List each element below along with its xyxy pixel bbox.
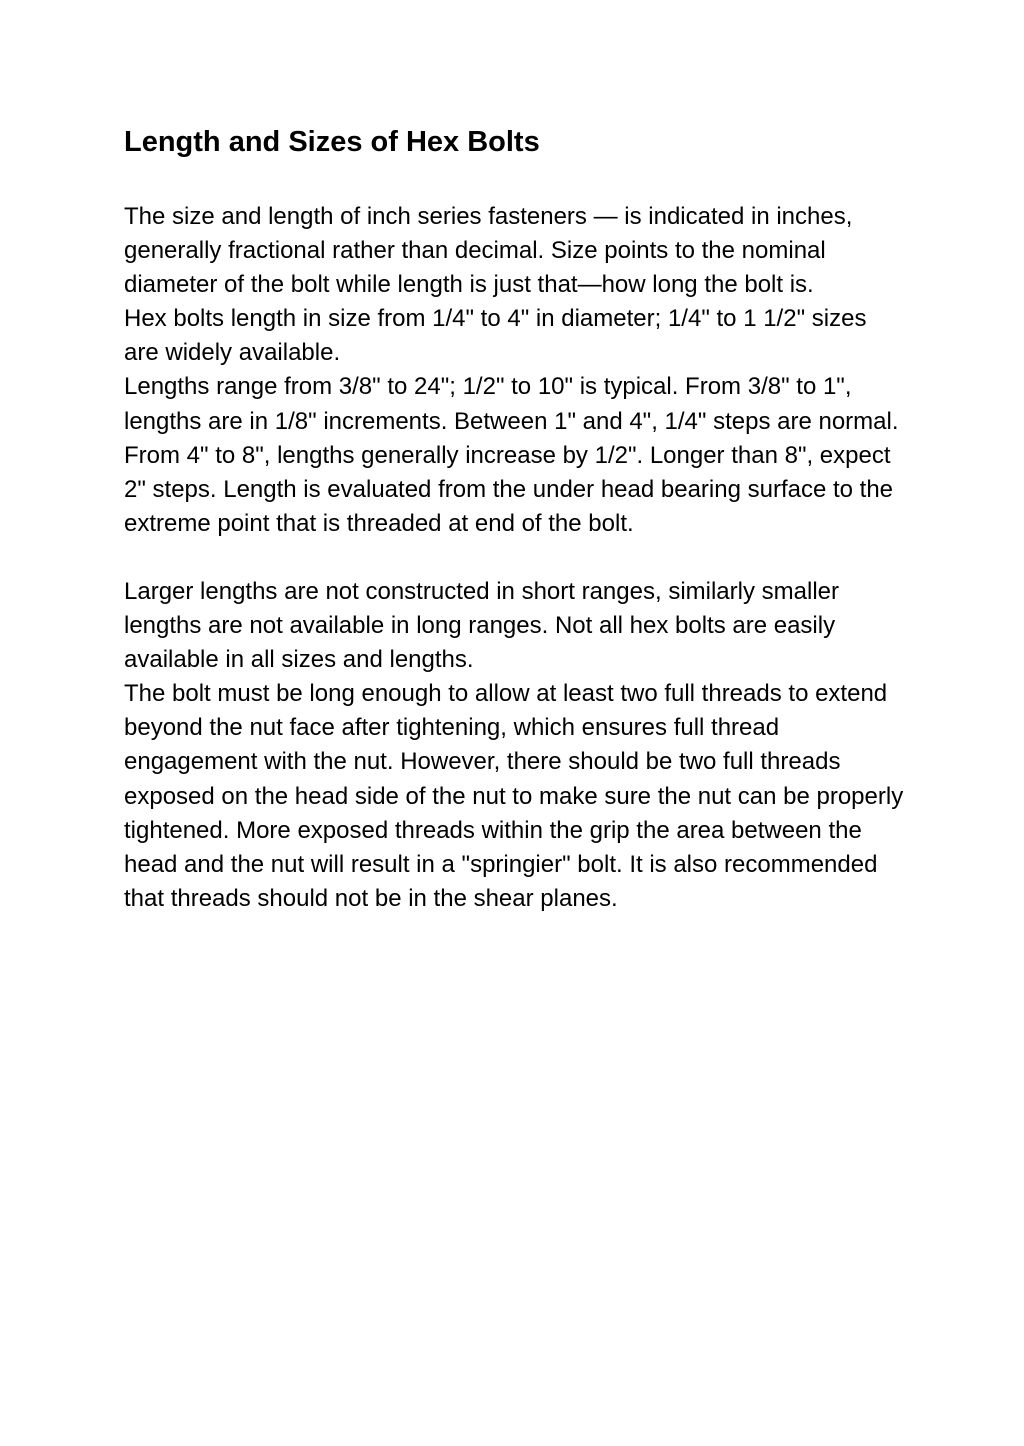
document-page [124, 124, 904, 916]
paragraph-size-and-length: The size and length of inch series fasteners — is indicated in inches, generally fractional rather than decimal. Size points to the nominal diameter of the bolt while length is just that—how long the bolt is. [124, 203, 853, 299]
paragraph-thread-engagement: The bolt must be long enough to allow at least two full threads to extend beyond the nut face after tightening, which ensures full thread engagement with the nut. However, there should be two full threads exposed on the head side of the nut to make sure the nut can be properly tightened. More exposed threads within the grip the area between the head and the nut will result in a "springier" bolt. It is also recommended that threads should not be in the shear planes. [124, 680, 904, 912]
paragraph-availability: Larger lengths are not constructed in short ranges, similarly smaller lengths are not available in long ranges. Not all hex bolts are easily available in all sizes and lengths. [124, 577, 839, 674]
paragraph-length-range: Lengths range from 3/8" to 24"; 1/2" to 10" is typical. From 3/8" to 1", lengths are in 1/8" increments. Between 1" and 4", 1/4" steps are normal. From 4" to 8", lengths generally increase by 1/2". Longer than 8", expect 2" steps. Length is evaluated from the under head bearing surface to the extreme point that is threaded at end of the bolt. [124, 373, 899, 537]
document-title: Length and Sizes of Hex Bolts [124, 126, 540, 158]
document-body [124, 200, 904, 916]
paragraph-spacer [124, 541, 904, 575]
paragraph-diameter-range: Hex bolts length in size from 1/4" to 4" in diameter; 1/4" to 1 1/2" sizes are widely available. [124, 305, 867, 367]
